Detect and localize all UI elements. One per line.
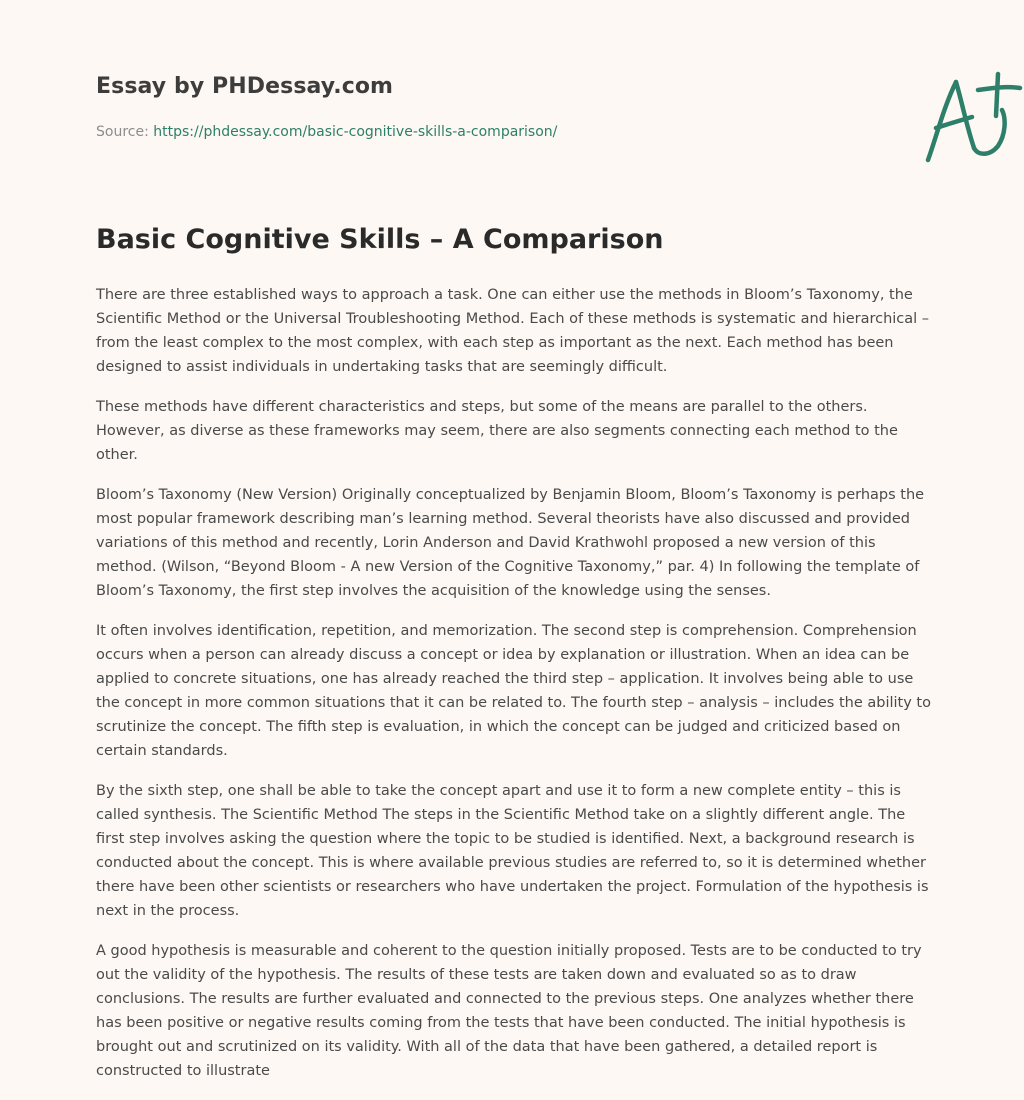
essay-body — [96, 283, 931, 1099]
a-plus-grade-icon — [916, 68, 1024, 168]
essay-paragraph: By the sixth step, one shall be able to take the concept apart and use it to form a new complete entity – this is called synthesis. The Scientific Method The steps in the Scientific Method take on a slightly different angle. The first step involves asking the question where the topic to be studied is identified. Next, a background research is conducted about the concept. This is where available previous studies are referred to, so it is determined whether there have been other scientists or researchers who have undertaken the project. Formulation of the hypothesis is next in the process. — [96, 783, 929, 919]
source-link[interactable]: https://phdessay.com/basic-cognitive-skills-a-comparison/ — [153, 124, 558, 140]
essay-title: Basic Cognitive Skills – A Comparison — [96, 224, 664, 255]
essay-paragraph: A good hypothesis is measurable and coherent to the question initially proposed. Tests are to be conducted to try out the validity of the hypothesis. The results of these tests are taken down and evaluated so as to draw conclusions. The results are further evaluated and connected to the previous steps. One analyzes whether there has been positive or negative results coming from the tests that have been conducted. The initial hypothesis is brought out and scrutinized on its validity. With all of the data that have been gathered, a detailed report is constructed to illustrate — [96, 943, 922, 1079]
essay-paragraph: It often involves identification, repetition, and memorization. The second step is comprehension. Comprehension occurs when a person can already discuss a concept or idea by explanation or illustration. When an idea can be applied to concrete situations, one has already reached the third step – application. It involves being able to use the concept in more common situations that it can be related to. The fourth step – analysis – includes the ability to scrutinize the concept. The fifth step is evaluation, in which the concept can be judged and criticized based on certain standards. — [96, 623, 931, 759]
essay-paragraph: There are three established ways to approach a task. One can either use the methods in Bloom’s Taxonomy, the Scientific Method or the Universal Troubleshooting Method. Each of these methods is systematic and hierarchical – from the least complex to the most complex, with each step as important as the next. Each method has been designed to assist individuals in undertaking tasks that are seemingly difficult. — [96, 287, 930, 375]
site-brand: Essay by PHDessay.com — [96, 74, 394, 99]
source-line — [96, 124, 557, 140]
essay-paragraph: These methods have different characteristics and steps, but some of the means are parallel to the others. However, as diverse as these frameworks may seem, there are also segments connecting each method to the other. — [96, 399, 898, 463]
source-label: Source: — [96, 124, 149, 140]
essay-paragraph: Bloom’s Taxonomy (New Version) Originally conceptualized by Benjamin Bloom, Bloom’s Taxonomy is perhaps the most popular framework describing man’s learning method. Several theorists have also discussed and provided variations of this method and recently, Lorin Anderson and David Krathwohl proposed a new version of this method. (Wilson, “Beyond Bloom - A new Version of the Cognitive Taxonomy,” par. 4) In following the template of Bloom’s Taxonomy, the first step involves the acquisition of the knowledge using the senses. — [96, 487, 925, 599]
